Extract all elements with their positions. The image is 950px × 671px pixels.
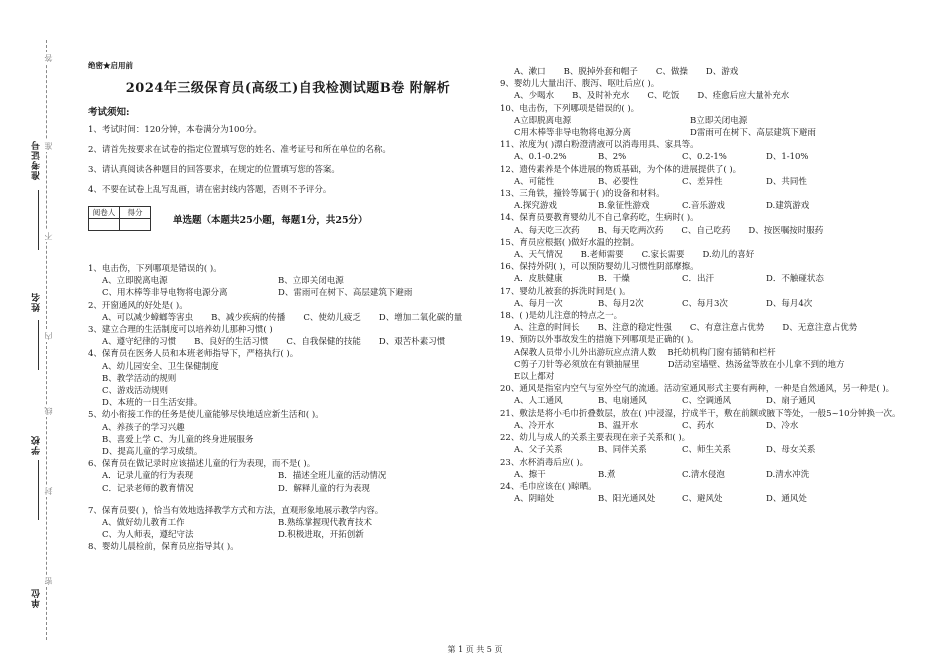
answer-option[interactable]: D.清水冲洗	[766, 469, 810, 480]
answer-option[interactable]: D.幼儿的喜好	[702, 250, 755, 261]
answer-option[interactable]: B、良好的生活习惯	[194, 337, 269, 348]
option-group	[500, 298, 920, 310]
answer-option[interactable]: B、脱掉外套和帽子	[563, 67, 638, 77]
seal-word: 内	[44, 332, 53, 340]
option-group	[500, 469, 920, 481]
answer-option[interactable]: A、可以减少蟑螂等害虫	[102, 312, 194, 323]
question-text: 7、保育员要( )，恰当有效地选择教学方式和方法，直观形象地展示教学内容。	[88, 505, 384, 516]
notice-item: 1、考试时间：120分钟，本卷满分为100分。	[88, 125, 262, 135]
answer-option[interactable]: B、立即关闭电源	[278, 276, 344, 287]
question-text: 11、浓度为( )漂白粉澄清液可以消毒用具、家具等。	[500, 140, 699, 151]
answer-option[interactable]: C．记录老师的教育情况	[102, 483, 194, 494]
answer-option[interactable]: D、冷水	[766, 420, 799, 431]
option-group	[500, 273, 920, 285]
answer-option[interactable]: C．出汗	[682, 274, 715, 285]
secret-mark: 绝密★启用前	[88, 61, 133, 70]
section-heading: 单选题（本题共25小题，每题1分，共25分）	[173, 214, 368, 226]
answer-option[interactable]: A、立即脱离电源	[102, 276, 168, 287]
answer-option[interactable]: A、擦干	[514, 469, 546, 480]
answer-option[interactable]: A、做好幼儿教育工作	[102, 518, 185, 529]
answer-option[interactable]: C、师生关系	[682, 445, 732, 456]
question-text: 2、开窗通风的好处是( )。	[88, 300, 188, 311]
answer-option[interactable]: D．解释儿童的行为表现	[278, 483, 370, 494]
answer-option[interactable]: A、幼儿园安全、卫生保健制度	[102, 361, 219, 372]
answer-option[interactable]: B、同伴关系	[598, 445, 647, 456]
answer-option[interactable]: B．描述全班儿童的活动情况	[278, 471, 387, 482]
question-text: 10、电击伤，下列哪项是错误的( )。	[500, 103, 640, 114]
answer-option[interactable]: B．干燥	[598, 274, 630, 285]
answer-option[interactable]: D、按医嘱按时服药	[748, 225, 824, 236]
option-group	[500, 395, 920, 407]
left-column	[88, 60, 488, 554]
question-text: 15、育员应根据( )做好水温的控制。	[500, 237, 640, 248]
notice-item: 2、请首先按要求在试卷的指定位置填写您的姓名、准考证号和所在单位的名称。	[88, 145, 391, 155]
answer-option[interactable]: B、喜爱上学 C、为儿童的终身进展服务	[102, 434, 254, 445]
answer-option[interactable]: B、每天吃两次药	[597, 225, 664, 236]
answer-option[interactable]: C、避风处	[682, 494, 723, 505]
answer-option[interactable]: C、使幼儿疲乏	[303, 312, 361, 323]
option-group	[500, 66, 920, 78]
answer-option[interactable]: A、阴暗处	[514, 494, 555, 505]
option-group	[88, 422, 488, 459]
answer-option[interactable]: B、温开水	[598, 420, 639, 431]
seal-word: 准	[44, 142, 53, 150]
label-name: 姓名	[32, 292, 42, 312]
exam-number-field[interactable]	[38, 190, 39, 250]
option-group	[88, 517, 488, 541]
seal-word: 不	[44, 232, 53, 240]
answer-option[interactable]: A、遵守纪律的习惯	[102, 337, 177, 348]
name-field[interactable]	[38, 320, 39, 370]
option-group	[500, 176, 920, 188]
score-table	[88, 206, 151, 231]
answer-option[interactable]: C、0.2-1%	[682, 152, 727, 163]
answer-option[interactable]: B、减少疾病的传播	[211, 312, 286, 323]
answer-option[interactable]: C、做操	[655, 67, 688, 77]
option-group	[500, 200, 920, 212]
answer-option[interactable]: C、吃饭	[647, 91, 680, 102]
question-text: 16、保持外阴( )，可以预防婴幼儿习惯性阴部摩擦。	[500, 262, 699, 273]
question-text: 17、婴幼儿被套的拆洗时间是( )。	[500, 286, 631, 297]
question-text: 22、幼儿与成人的关系主要表现在亲子关系和( )。	[500, 433, 691, 444]
answer-option[interactable]: D、母女关系	[766, 445, 816, 456]
seal-word: 密	[44, 577, 53, 585]
option-group	[500, 347, 920, 384]
question-list-left	[88, 263, 488, 554]
binding-margin	[0, 40, 70, 640]
grader-cell[interactable]	[89, 219, 120, 231]
answer-option[interactable]: D、痊愈后应大量补充水	[697, 91, 790, 102]
answer-option[interactable]: A、0.1-0.2%	[514, 152, 567, 163]
label-exam-number: 准考证号	[32, 140, 42, 180]
page-title: 2024年三级保育员(高级工)自我检测试题B卷 附解析	[125, 81, 451, 96]
answer-option[interactable]: D、无意注意占优势	[782, 323, 858, 334]
answer-option[interactable]: A、注意的时间长	[514, 323, 580, 334]
answer-option[interactable]: C剪子刀针等必须放在有锁抽屉里 D活动室墙壁、热汤盆等放在小儿拿不到的地方	[514, 359, 845, 370]
seal-word: 线	[44, 407, 53, 415]
answer-option[interactable]: A保教人员带小儿外出游玩应点清人数 B托幼机构门窗有插销和栏杆	[514, 347, 776, 358]
right-column	[500, 66, 920, 505]
question-text: 14、保育员要教育婴幼儿不自己拿药吃，生病时( )。	[500, 213, 699, 224]
answer-option[interactable]: D、增加二氧化碳的量	[378, 312, 463, 323]
question-text: 8、婴幼儿晨检前，保育员应指导其( )。	[88, 542, 239, 553]
option-group	[500, 225, 920, 237]
score-header: 得分	[120, 207, 151, 219]
answer-option[interactable]: B.象征性游戏	[598, 201, 650, 212]
answer-option[interactable]: C、有意注意占优势	[689, 323, 765, 334]
option-group	[500, 322, 920, 334]
answer-option[interactable]: A、少喝水	[514, 91, 555, 102]
option-group	[500, 151, 920, 163]
answer-option[interactable]: B、电扇通风	[598, 396, 647, 407]
answer-option[interactable]: C、空调通风	[682, 396, 732, 407]
question-text: 21、敷法是将小毛巾折叠数层，放在( )中浸湿，拧成半干，敷在前额或腋下等处，一般5~10分钟换一次。	[500, 408, 901, 419]
label-school: 学校	[32, 435, 42, 455]
question-text: 18、( )是幼儿注意的特点之一。	[500, 311, 623, 322]
answer-option[interactable]: D.建筑游戏	[766, 201, 810, 212]
notice-title: 考试须知:	[88, 107, 130, 118]
answer-option[interactable]: B.老师需要	[580, 250, 624, 261]
label-unit: 单位	[32, 588, 42, 608]
seal-word: 封	[44, 487, 53, 495]
answer-option[interactable]: A、人工通风	[514, 396, 563, 407]
question-text: 23、水杯消毒后应( )。	[500, 457, 589, 468]
notice-item: 4、不要在试卷上乱写乱画，请在密封线内答题，否则不予评分。	[88, 185, 332, 195]
grader-header: 阅卷人	[89, 207, 120, 219]
answer-option[interactable]: E以上都对	[514, 372, 555, 383]
question-text: 20、通风是指室内空气与室外空气的流通。活动室通风形式主要有两种，一种是自然通风，另一种是( )。	[500, 384, 895, 395]
option-group	[88, 470, 488, 494]
option-group	[500, 90, 920, 102]
question-text: 9、婴幼儿大量出汗、腹泻、呕吐后应( )。	[500, 79, 660, 90]
answer-option[interactable]: A、天气情况	[514, 250, 563, 261]
answer-option[interactable]: A、可能性	[514, 176, 555, 187]
answer-option[interactable]: D、共同性	[766, 176, 807, 187]
option-group	[88, 312, 488, 324]
question-text: 24、毛巾应该在( )晾晒。	[500, 481, 597, 492]
score-cell[interactable]	[120, 219, 151, 231]
answer-option[interactable]: D、本班的一日生活安排。	[102, 398, 203, 409]
score-row	[88, 206, 488, 231]
notice-item: 3、请认真阅读各种题目的回答要求，在规定的位置填写您的答案。	[88, 165, 340, 175]
answer-option[interactable]: D.积极进取，开拓创新	[278, 530, 364, 541]
answer-option[interactable]: D、提高儿童的学习成绩。	[102, 447, 203, 458]
answer-option[interactable]: C、游戏活动规则	[102, 386, 169, 397]
answer-option[interactable]: A、养孩子的学习兴趣	[102, 422, 185, 433]
question-text: 12、遗传素养是个体进展的物质基础，为个体的进展提供了( )。	[500, 164, 742, 175]
answer-option[interactable]: A．记录儿童的行为表现	[102, 471, 194, 482]
question-text: 4、保育员在医务人员和本班老师指导下，严格执行( )。	[88, 349, 299, 360]
option-group	[500, 493, 920, 505]
answer-option[interactable]: A.探究游戏	[514, 201, 557, 212]
answer-option[interactable]: A、冷开水	[514, 420, 555, 431]
answer-option[interactable]: D、每月4次	[766, 298, 813, 309]
answer-option[interactable]: B、阳光通风处	[598, 494, 656, 505]
question-text: 5、幼小衔接工作的任务是使儿童能够尽快地适应新生活和( )。	[88, 410, 324, 421]
answer-option[interactable]: D、雷雨可在树下、高层建筑下避雨	[278, 288, 413, 299]
option-group	[500, 444, 920, 456]
answer-option[interactable]: B、及时补充水	[572, 91, 630, 102]
notice-list	[88, 124, 488, 196]
option-group	[88, 275, 488, 299]
answer-option[interactable]: D、通风处	[766, 494, 807, 505]
option-group	[500, 115, 920, 139]
answer-option[interactable]: C.音乐游戏	[682, 201, 725, 212]
answer-option[interactable]: C、每月3次	[682, 298, 728, 309]
answer-option[interactable]: C、药水	[682, 420, 715, 431]
answer-option[interactable]: D、游戏	[705, 67, 739, 77]
answer-option[interactable]: C、用木棒等非导电物将电源分离	[102, 288, 228, 299]
question-text: 6、保育员在做记录时应该描述儿童的行为表现，而不是( )。	[88, 459, 316, 470]
answer-option[interactable]: D雷雨可在树下、高层建筑下避雨	[690, 128, 816, 139]
answer-option[interactable]: B.煮	[598, 469, 616, 480]
answer-option[interactable]: D、艰苦朴素习惯	[378, 337, 446, 348]
school-field[interactable]	[38, 460, 39, 520]
answer-option[interactable]: A、漱口	[514, 67, 546, 77]
answer-option[interactable]: A立即脱离电源	[514, 115, 572, 126]
answer-option[interactable]: B、2%	[598, 152, 627, 163]
answer-option[interactable]: C、自我保健的技能	[286, 337, 361, 348]
option-group	[88, 361, 488, 410]
question-text: 13、三角铁，撞铃等属于( )的设备和材料。	[500, 189, 665, 200]
option-group	[500, 420, 920, 432]
answer-option[interactable]: B.熟练掌握现代教育技术	[278, 518, 372, 529]
option-group	[500, 249, 920, 261]
answer-option[interactable]: C、自己吃药	[681, 225, 731, 236]
question-text: 1、电击伤，下列哪项是错误的( )。	[88, 264, 222, 274]
answer-option[interactable]: B、教学活动的规则	[102, 373, 177, 384]
answer-option[interactable]: C用木棒等非导电物将电源分离	[514, 128, 632, 139]
answer-option[interactable]: D、1-10%	[766, 152, 809, 163]
seal-word: 答	[44, 54, 53, 62]
question-text: 3、建立合理的生活制度可以培养幼儿那种习惯( )	[88, 325, 273, 336]
answer-option[interactable]: C.家长需要	[641, 250, 685, 261]
answer-option[interactable]: B、每月2次	[598, 298, 644, 309]
answer-option[interactable]: B、注意的稳定性强	[597, 323, 672, 334]
answer-option[interactable]: A、父子关系	[514, 445, 563, 456]
answer-option[interactable]: D、扇子通风	[766, 396, 816, 407]
answer-option[interactable]: B立即关闭电源	[690, 115, 748, 126]
option-group	[88, 336, 488, 348]
answer-option[interactable]: A．皮肤健康	[514, 274, 563, 285]
answer-option[interactable]: A、每天吃三次药	[514, 225, 580, 236]
question-text: 19、预防以外事故发生的措施下列哪项是正确的( )。	[500, 335, 699, 346]
answer-option[interactable]: D．不触碰状态	[766, 274, 824, 285]
answer-option[interactable]: A、每月一次	[514, 298, 563, 309]
question-list-right	[500, 66, 920, 505]
answer-option[interactable]: C、为人师表，遵纪守法	[102, 530, 194, 541]
answer-option[interactable]: B、必要性	[598, 176, 639, 187]
answer-option[interactable]: C.清水侵泡	[682, 469, 725, 480]
page-footer: 第 1 页 共 5 页	[447, 645, 503, 654]
answer-option[interactable]: C、差异性	[682, 176, 723, 187]
